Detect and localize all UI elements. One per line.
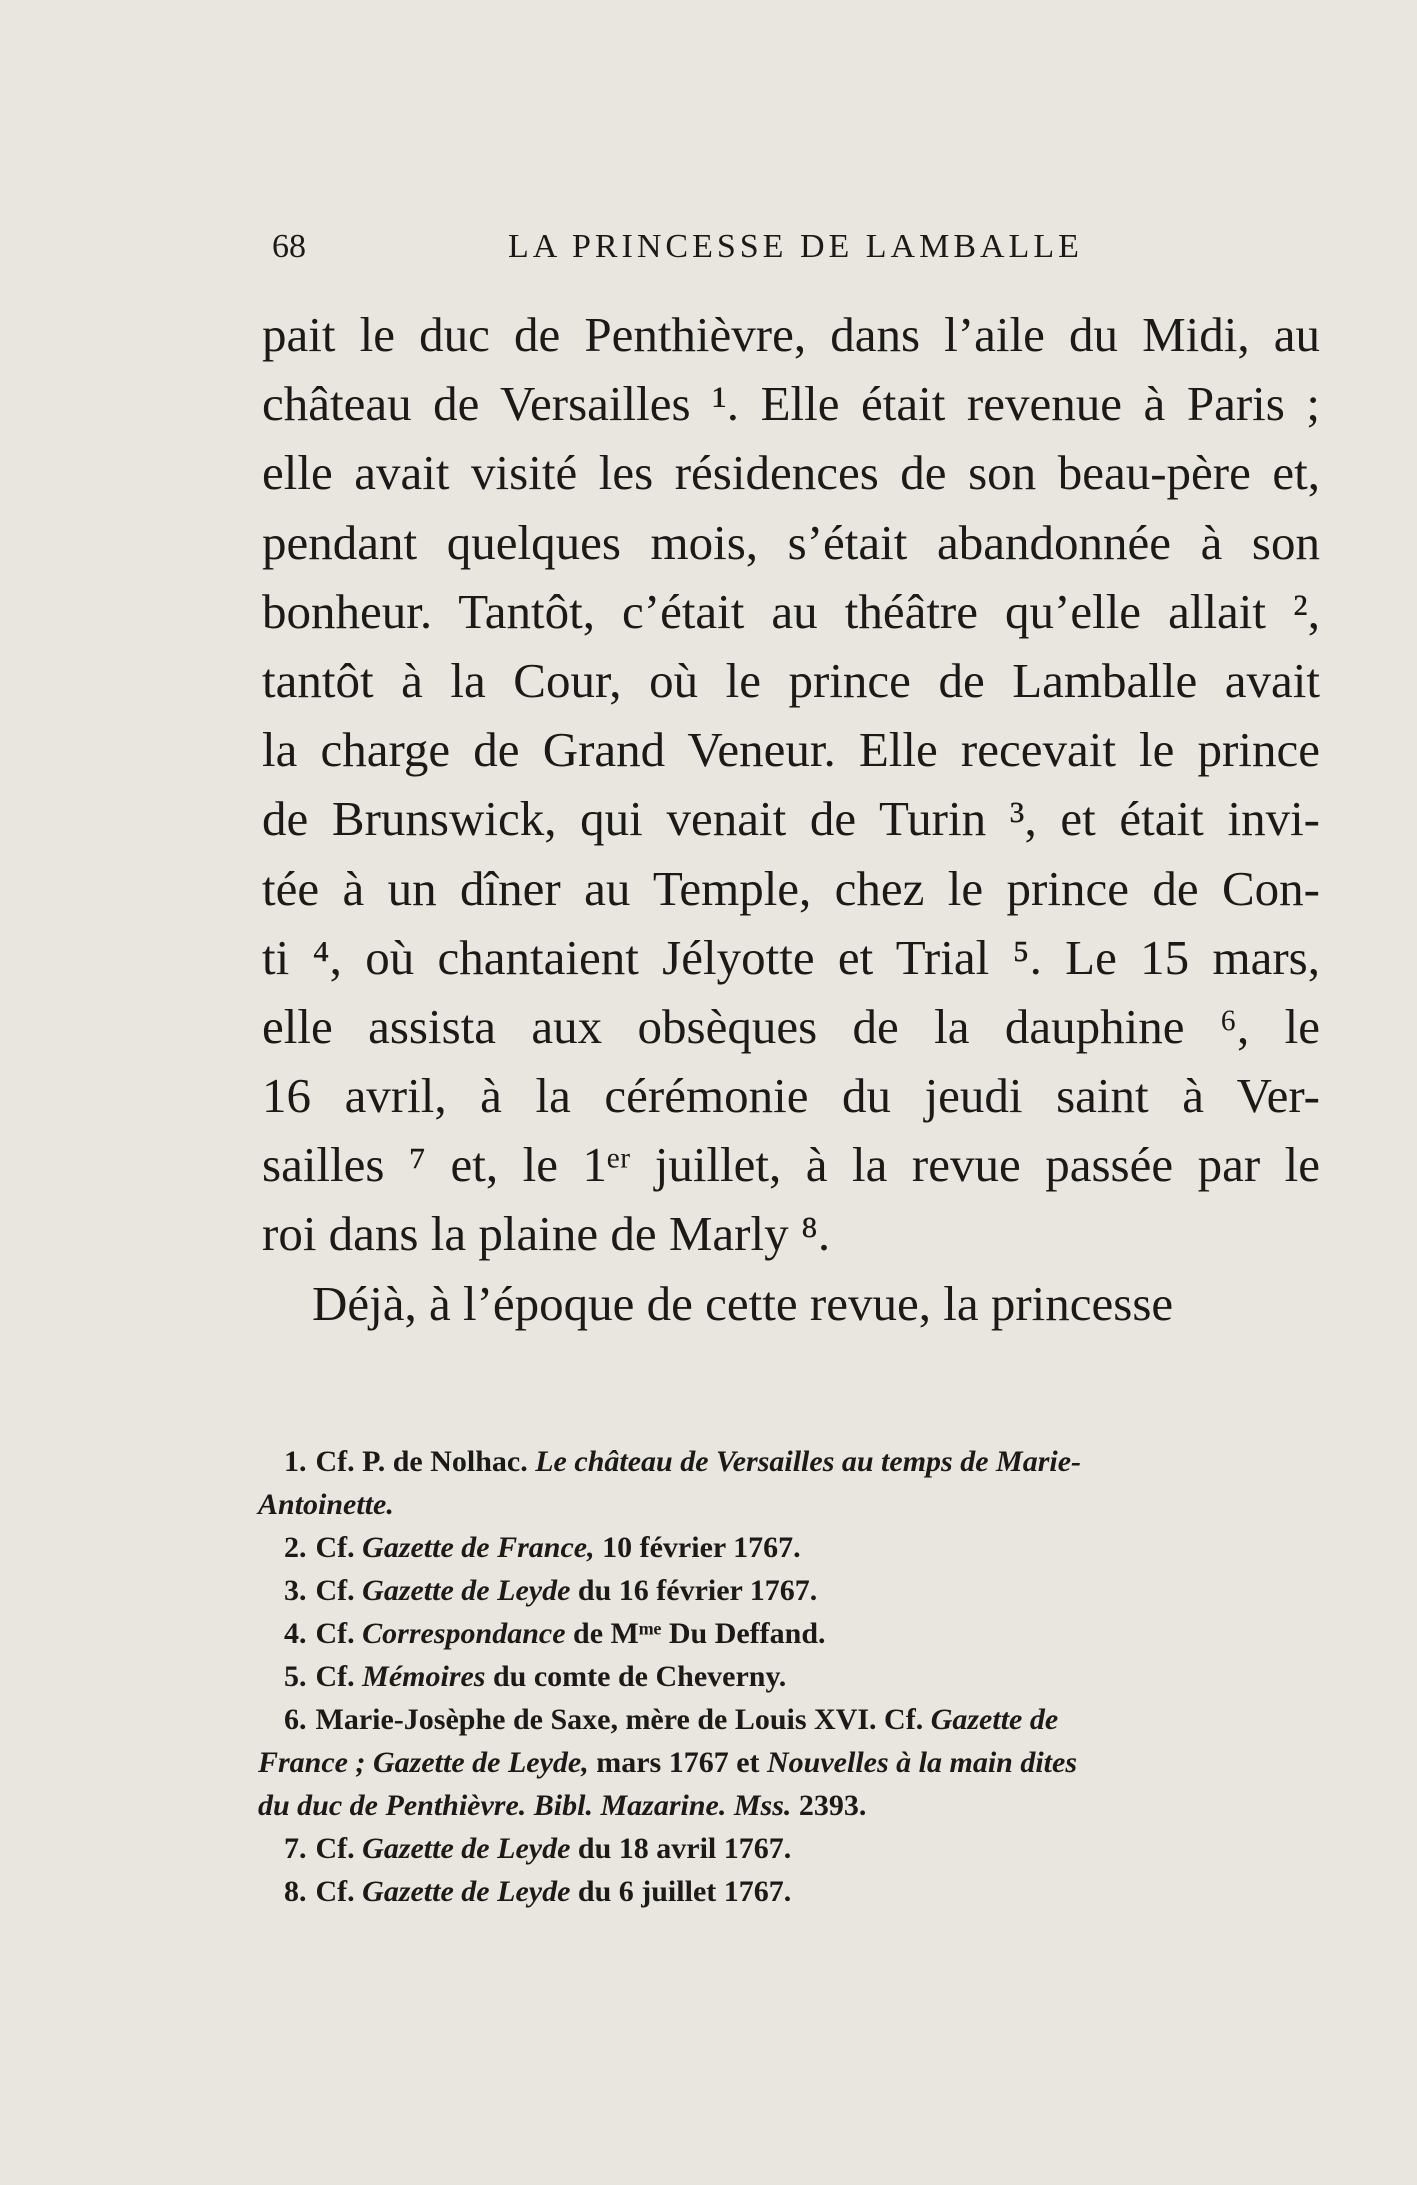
footnote bbox=[258, 1827, 1308, 1870]
footnote-title: Mémoires bbox=[362, 1660, 486, 1693]
footnote-number: 4. bbox=[284, 1617, 307, 1650]
text-line: pait le duc de Penthièvre, dans l’aile du Midi, au bbox=[262, 307, 1320, 362]
footnote-title: Nouvelles à la main dites bbox=[767, 1746, 1078, 1779]
footnote-title: Gazette de Leyde bbox=[362, 1875, 571, 1908]
footnote-number: 2. bbox=[284, 1531, 307, 1564]
text-line: tantôt à la Cour, où le prince de Lamballe avait bbox=[262, 652, 1320, 708]
footnote-number: 8. bbox=[284, 1875, 307, 1908]
footnote-text: du 16 février 1767. bbox=[577, 1574, 818, 1607]
footnote-text: du comte de Cheverny. bbox=[492, 1660, 787, 1693]
footnote-text: Cf. bbox=[315, 1832, 355, 1865]
footnote-text: Marie-Josèphe de Saxe, mère de Louis XVI. Cf. bbox=[315, 1703, 924, 1736]
footnote-title: Gazette de Leyde bbox=[362, 1574, 571, 1607]
page-number: 68 bbox=[272, 228, 306, 265]
text-line: château de Versailles ¹. Elle était revenue à Paris ; bbox=[262, 376, 1320, 432]
text-line: roi dans la plaine de Marly ⁸. bbox=[262, 1206, 831, 1262]
footnote-continuation bbox=[258, 1784, 1308, 1827]
body-text bbox=[262, 300, 1320, 1338]
footnote-text: du 18 avril 1767. bbox=[577, 1832, 792, 1865]
text-line: elle avait visité les résidences de son beau-père et, bbox=[262, 445, 1320, 501]
footnote-continuation bbox=[258, 1483, 1308, 1526]
footnote-text: Cf. bbox=[315, 1617, 355, 1650]
footnote-continuation bbox=[258, 1741, 1308, 1784]
footnote-title: France ; Gazette de Leyde, bbox=[258, 1746, 589, 1779]
footnote-title: Antoinette. bbox=[258, 1488, 394, 1521]
footnote-text: Cf. bbox=[315, 1875, 355, 1908]
footnote bbox=[258, 1569, 1308, 1612]
running-head bbox=[272, 228, 1332, 272]
footnote-number: 3. bbox=[284, 1574, 307, 1607]
footnote bbox=[258, 1526, 1308, 1569]
paragraph-start-line: Déjà, à l’époque de cette revue, la princesse bbox=[312, 1275, 1174, 1331]
footnote-title: du duc de Penthièvre. Bibl. Mazarine. Mss. bbox=[258, 1789, 792, 1822]
footnote bbox=[258, 1870, 1308, 1913]
text-line: de Brunswick, qui venait de Turin ³, et était invi- bbox=[262, 791, 1320, 847]
text-line: sailles ⁷ et, le 1ᵉʳ juillet, à la revue passée par le bbox=[262, 1137, 1320, 1193]
text-line: ti ⁴, où chantaient Jélyotte et Trial ⁵. Le 15 mars, bbox=[262, 929, 1320, 985]
footnote-number: 7. bbox=[284, 1832, 307, 1865]
running-title: LA PRINCESSE DE LAMBALLE bbox=[508, 228, 1083, 265]
footnote bbox=[258, 1655, 1308, 1698]
footnote-text: Cf. P. de Nolhac. bbox=[315, 1445, 528, 1478]
text-line: tée à un dîner au Temple, chez le prince de Con- bbox=[262, 860, 1320, 916]
footnote-title: Gazette de France, bbox=[362, 1531, 595, 1564]
footnote-number: 1. bbox=[284, 1445, 307, 1478]
text-line: la charge de Grand Veneur. Elle recevait le prince bbox=[262, 722, 1320, 778]
footnote-text: de Mᵐᵉ Du Deffand. bbox=[573, 1617, 826, 1650]
footnote bbox=[258, 1440, 1308, 1483]
footnote-title: Le château de Versailles au temps de Marie- bbox=[535, 1445, 1082, 1478]
footnote-text: 10 février 1767. bbox=[602, 1531, 801, 1564]
footnote-number: 5. bbox=[284, 1660, 307, 1693]
footnote-text: 2393. bbox=[798, 1789, 867, 1822]
footnote-title: Gazette de bbox=[930, 1703, 1059, 1736]
footnote-text: Cf. bbox=[315, 1531, 355, 1564]
text-line: pendant quelques mois, s’était abandonnée à son bbox=[262, 514, 1320, 570]
footnote-text: Cf. bbox=[315, 1660, 355, 1693]
text-line: 16 avril, à la cérémonie du jeudi saint à Ver- bbox=[262, 1068, 1320, 1124]
footnote-text: Cf. bbox=[315, 1574, 355, 1607]
text-line: elle assista aux obsèques de la dauphine ⁶, le bbox=[262, 998, 1320, 1054]
footnote bbox=[258, 1612, 1308, 1655]
footnote-number: 6. bbox=[284, 1703, 307, 1736]
footnote-text: du 6 juillet 1767. bbox=[577, 1875, 792, 1908]
footnote-text: mars 1767 et bbox=[596, 1746, 760, 1779]
footnote-title: Gazette de Leyde bbox=[362, 1832, 571, 1865]
footnote-title: Correspondance bbox=[362, 1617, 566, 1650]
footnotes bbox=[258, 1440, 1308, 1913]
footnote bbox=[258, 1698, 1308, 1741]
text-line: bonheur. Tantôt, c’était au théâtre qu’elle allait ², bbox=[262, 583, 1320, 639]
